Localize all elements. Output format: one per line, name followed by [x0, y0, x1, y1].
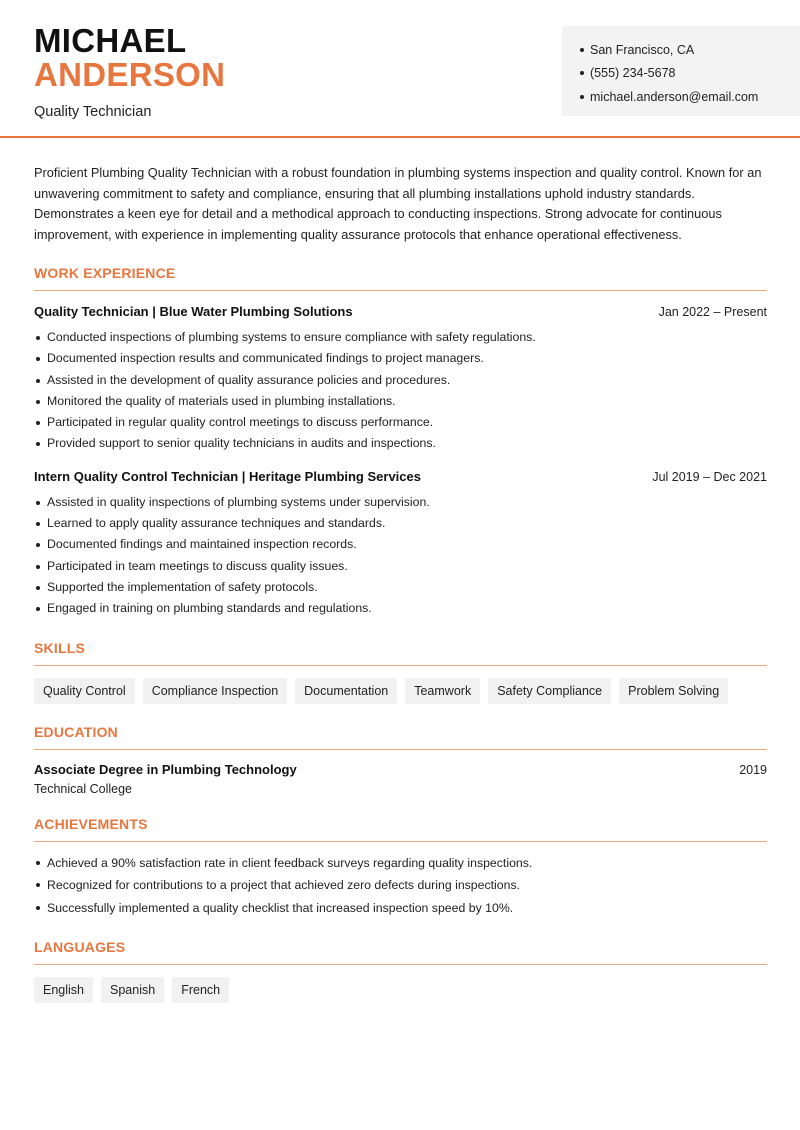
- skill-tags: [34, 678, 767, 704]
- contact-phone-text: (555) 234-5678: [590, 66, 676, 81]
- languages-section: [34, 939, 767, 1003]
- job-entry: [34, 304, 767, 455]
- section-title-education: EDUCATION: [34, 724, 767, 750]
- skill-tag: Documentation: [295, 678, 397, 704]
- job-bullet: Provided support to senior quality technicians in audits and inspections.: [34, 433, 767, 454]
- achievements-section: [34, 816, 767, 920]
- job-bullets: [34, 327, 767, 455]
- achievement-item: Successfully implemented a quality checklist that increased inspection speed by 10%.: [34, 897, 767, 920]
- education-year: 2019: [739, 762, 767, 777]
- language-tags: [34, 977, 767, 1003]
- education-school: Technical College: [34, 781, 132, 796]
- section-title-languages: LANGUAGES: [34, 939, 767, 965]
- education-entry: [34, 762, 767, 796]
- job-bullets: [34, 492, 767, 620]
- skill-tag: Safety Compliance: [488, 678, 611, 704]
- bullet-dot: [580, 71, 584, 75]
- section-title-work: WORK EXPERIENCE: [34, 265, 767, 291]
- last-name: ANDERSON: [34, 56, 226, 93]
- job-dates: Jan 2022 – Present: [658, 305, 767, 319]
- skill-tag: Teamwork: [405, 678, 480, 704]
- job-bullet: Participated in regular quality control meetings to discuss performance.: [34, 412, 767, 433]
- skill-tag: Problem Solving: [619, 678, 728, 704]
- education-header: [34, 762, 767, 777]
- job-bullet: Participated in team meetings to discuss quality issues.: [34, 556, 767, 577]
- section-title-achievements: ACHIEVEMENTS: [34, 816, 767, 842]
- skill-tag: Quality Control: [34, 678, 135, 704]
- job-bullet: Learned to apply quality assurance techniques and standards.: [34, 513, 767, 534]
- skill-tag: Compliance Inspection: [143, 678, 287, 704]
- job-bullet: Monitored the quality of materials used in plumbing installations.: [34, 391, 767, 412]
- job-title: Quality Technician: [34, 104, 152, 120]
- job-bullet: Conducted inspections of plumbing systems to ensure compliance with safety regulations.: [34, 327, 767, 348]
- contact-location-text: San Francisco, CA: [590, 42, 695, 57]
- resume-header: [0, 0, 800, 138]
- skills-section: [34, 640, 767, 704]
- contact-phone: [580, 62, 800, 86]
- job-bullet: Engaged in training on plumbing standards and regulations.: [34, 598, 767, 619]
- job-bullet: Supported the implementation of safety protocols.: [34, 577, 767, 598]
- job-bullet: Documented inspection results and communicated findings to project managers.: [34, 348, 767, 369]
- work-experience-section: [34, 265, 767, 620]
- contact-email: [580, 85, 800, 109]
- achievement-item: Achieved a 90% satisfaction rate in client feedback surveys regarding quality inspections.: [34, 852, 767, 875]
- language-tag: Spanish: [101, 977, 164, 1003]
- bullet-dot: [580, 95, 584, 99]
- education-degree: Associate Degree in Plumbing Technology: [34, 761, 297, 777]
- education-section: [34, 724, 767, 796]
- job-entry: [34, 469, 767, 620]
- contact-location: [580, 38, 800, 62]
- language-tag: French: [172, 977, 229, 1003]
- job-bullet: Documented findings and maintained inspection records.: [34, 534, 767, 555]
- summary: Proficient Plumbing Quality Technician with a robust foundation in plumbing systems inspection and quality control. Known for an unwavering commitment to safety and compliance, ensuring that all plumbing installations uphold industry standards. Demonstrates a keen eye for detail and a methodical approach to conducting inspections. Strong advocate for continuous improvement, with experience in implementing quality assurance protocols that enhance operational effectiveness.: [34, 165, 762, 242]
- achievement-bullets: [34, 852, 767, 920]
- first-name: MICHAEL: [34, 22, 187, 59]
- contact-email-text: michael.anderson@email.com: [590, 89, 759, 104]
- job-role: Intern Quality Control Technician | Heritage Plumbing Services: [34, 468, 421, 484]
- bullet-dot: [580, 48, 584, 52]
- job-bullet: Assisted in the development of quality assurance policies and procedures.: [34, 370, 767, 391]
- job-dates: Jul 2019 – Dec 2021: [652, 469, 767, 484]
- contact-box: [562, 26, 800, 116]
- achievement-item: Recognized for contributions to a project that achieved zero defects during inspections.: [34, 874, 767, 897]
- section-title-skills: SKILLS: [34, 640, 767, 666]
- job-role: Quality Technician | Blue Water Plumbing Solutions: [34, 304, 353, 319]
- job-header: [34, 304, 767, 319]
- job-header: [34, 469, 767, 484]
- name-block: [34, 24, 225, 120]
- job-bullet: Assisted in quality inspections of plumbing systems under supervision.: [34, 492, 767, 513]
- resume-content: [34, 163, 767, 1003]
- language-tag: English: [34, 977, 93, 1003]
